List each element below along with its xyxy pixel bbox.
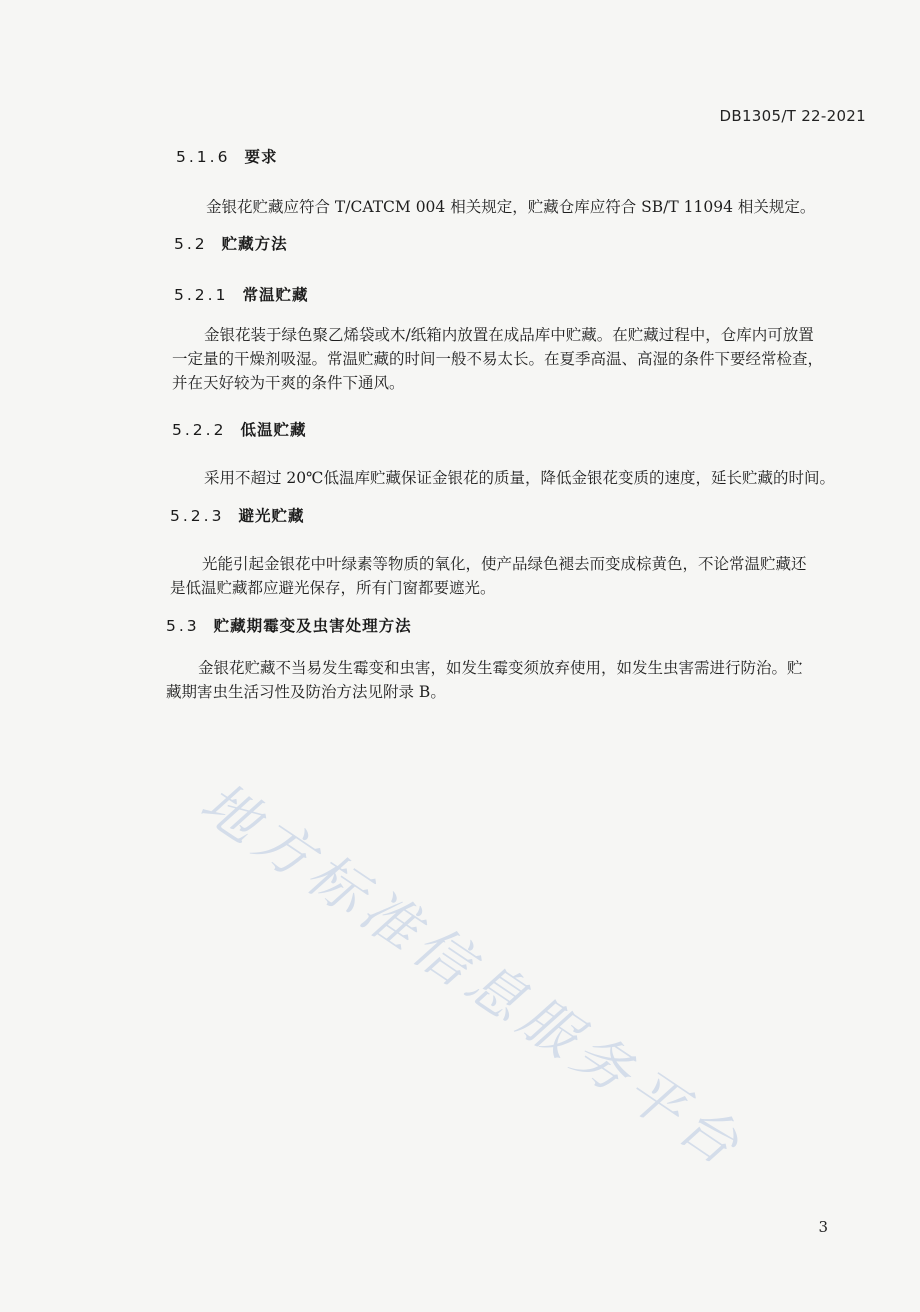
paragraph-5-2-2 — [204, 466, 864, 490]
watermark: 地方标准信息服务平台 — [188, 769, 756, 1182]
paragraph-line: 并在天好较为干爽的条件下通风。 — [172, 374, 405, 392]
paragraph-5-2-3 — [170, 552, 862, 600]
section-number: 5.1.6 — [176, 148, 231, 166]
section-heading-5-2 — [174, 232, 288, 254]
section-number: 5.3 — [166, 617, 200, 635]
paragraph-line: 金银花贮藏不当易发生霉变和虫害，如发生霉变须放弃使用，如发生虫害需进行防治。贮 — [198, 659, 803, 677]
paragraph-5-1-6 — [206, 195, 866, 219]
section-number: 5.2.1 — [174, 286, 229, 304]
section-title: 要求 — [244, 148, 278, 166]
section-title: 避光贮藏 — [238, 507, 305, 525]
document-code: DB1305/T 22-2021 — [719, 107, 866, 125]
section-heading-5-1-6 — [176, 145, 277, 167]
paragraph-line: 是低温贮藏都应避光保存，所有门窗都要遮光。 — [170, 579, 496, 597]
paragraph-line: 藏期害虫生活习性及防治方法见附录 B。 — [166, 683, 446, 701]
section-title: 贮藏方法 — [221, 235, 288, 253]
section-title: 贮藏期霉变及虫害处理方法 — [213, 617, 412, 635]
section-number: 5.2 — [174, 235, 208, 253]
paragraph-line: 光能引起金银花中叶绿素等物质的氧化，使产品绿色褪去而变成棕黄色，不论常温贮藏还 — [202, 555, 807, 573]
section-heading-5-3 — [166, 614, 412, 636]
page-number: 3 — [818, 1218, 828, 1236]
section-heading-5-2-3 — [170, 504, 304, 526]
paragraph-line: 采用不超过 20℃低温库贮藏保证金银花的质量，降低金银花变质的速度，延长贮藏的时间。 — [204, 469, 835, 487]
paragraph-line: 金银花装于绿色聚乙烯袋或木/纸箱内放置在成品库中贮藏。在贮藏过程中，仓库内可放置 — [204, 326, 814, 344]
section-title: 常温贮藏 — [242, 286, 309, 304]
paragraph-line: 一定量的干燥剂吸湿。常温贮藏的时间一般不易太长。在夏季高温、高湿的条件下要经常检查， — [172, 350, 824, 368]
section-number: 5.2.2 — [172, 421, 227, 439]
paragraph-line: 金银花贮藏应符合 T/CATCM 004 相关规定，贮藏仓库应符合 SB/T 11094 相关规定。 — [206, 198, 816, 216]
section-title: 低温贮藏 — [240, 421, 307, 439]
paragraph-5-2-1 — [172, 323, 864, 395]
section-heading-5-2-2 — [172, 418, 306, 440]
section-number: 5.2.3 — [170, 507, 225, 525]
section-heading-5-2-1 — [174, 283, 308, 305]
paragraph-5-3 — [166, 656, 860, 704]
